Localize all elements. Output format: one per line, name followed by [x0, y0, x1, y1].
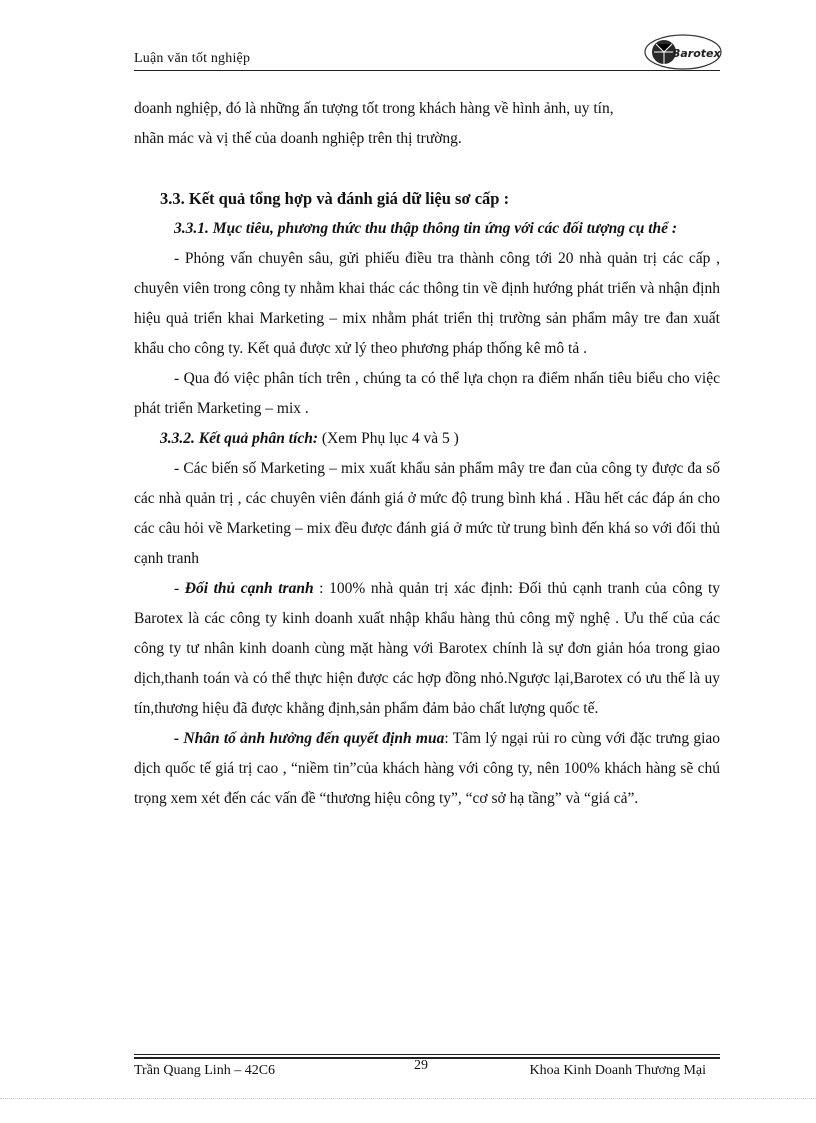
- header-title: Luận văn tốt nghiệp: [134, 51, 251, 66]
- subsection-2-heading: [134, 424, 720, 454]
- subsection-2-heading-title: 3.3.2. Kết quả phân tích:: [160, 430, 319, 447]
- footer-author: Trần Quang Linh – 42C6: [134, 1063, 276, 1078]
- competitor-prefix: -: [174, 580, 185, 597]
- header-rule: [134, 70, 720, 71]
- purchase-factor-label: - Nhân tố ảnh hưởng đến quyết định mua: [174, 730, 445, 747]
- purchase-factor-text: : Tâm lý ngại rủi ro cùng với đặc trưng giao dịch quốc tế giá trị cao , “niềm tin”của khách hàng với công ty, nên 100% khách hàng sẽ chú trọng xem xét đến các vấn đề “thương hiệu công ty”, “cơ sở hạ tầng” và “giá cả”.: [134, 730, 721, 807]
- logo-text: Barotex: [672, 47, 721, 60]
- subsection-1-paragraph-1: - Phỏng vấn chuyên sâu, gửi phiếu điều tra thành công tới 20 nhà quản trị các cấp , chuyên viên trong công ty nhằm khai thác các thông tin về định hướng phát triển và nhận định hiệu quả triển khai Marketing – mix nhằm phát triển thị trường sản phẩm mây tre đan xuất khẩu cho công ty. Kết quả được xử lý theo phương pháp thống kê mô tả .: [134, 250, 720, 357]
- page-header: [134, 44, 720, 74]
- purchase-factor-paragraph: [134, 724, 720, 814]
- competitor-text: : 100% nhà quản trị xác định: Đối thủ cạnh tranh của công ty Barotex là các công ty kinh doanh xuất nhập khẩu hàng thủ công mỹ nghệ . Ưu thế của các công ty tư nhân kinh doanh cùng mặt hàng với Barotex chính là sự đơn giản hóa trong giao dịch,thanh toán và có thể thực hiện được các hợp đồng nhỏ.Ngược lại,Barotex có ưu thế là uy tín,thương hiệu đã được khẳng định,sản phẩm đảm bảo chất lượng quốc tế.: [134, 580, 720, 717]
- page-edge-dotted-line: [0, 1098, 816, 1099]
- section-heading: 3.3. Kết quả tổng hợp và đánh giá dữ liệu sơ cấp :: [160, 189, 510, 208]
- subsection-1-heading: 3.3.1. Mục tiêu, phương thức thu thập thông tin ứng với các đối tượng cụ thể :: [174, 220, 678, 237]
- subsection-2-heading-ref: (Xem Phụ lục 4 và 5 ): [318, 430, 459, 447]
- intro-line-1: doanh nghiệp, đó là những ấn tượng tốt trong khách hàng về hình ảnh, uy tín,: [134, 100, 614, 117]
- intro-line-2: nhãn mác và vị thế của doanh nghiệp trên thị trường.: [134, 130, 462, 147]
- footer-rule: [134, 1054, 720, 1055]
- page-footer: [134, 1054, 720, 1088]
- page-number: 29: [414, 1058, 428, 1073]
- document-body: [134, 94, 720, 814]
- intro-paragraph: [134, 94, 720, 154]
- subsection-1-paragraph-2: - Qua đó việc phân tích trên , chúng ta có thể lựa chọn ra điểm nhấn tiêu biểu cho việc phát triển Marketing – mix .: [134, 370, 720, 417]
- footer-faculty: Khoa Kinh Doanh Thương Mại: [529, 1063, 706, 1078]
- barotex-logo: [642, 32, 724, 72]
- subsection-2-paragraph-1: - Các biến số Marketing – mix xuất khẩu sản phẩm mây tre đan của công ty được đa số các nhà quản trị , các chuyên viên đánh giá ở mức độ trung bình khá . Hầu hết các đáp án cho các câu hỏi về Marketing – mix đều được đánh giá ở mức từ trung bình đến khá so với đối thủ cạnh tranh: [134, 460, 720, 567]
- competitor-label: Đối thủ cạnh tranh: [184, 580, 314, 597]
- competitor-paragraph: [134, 574, 720, 724]
